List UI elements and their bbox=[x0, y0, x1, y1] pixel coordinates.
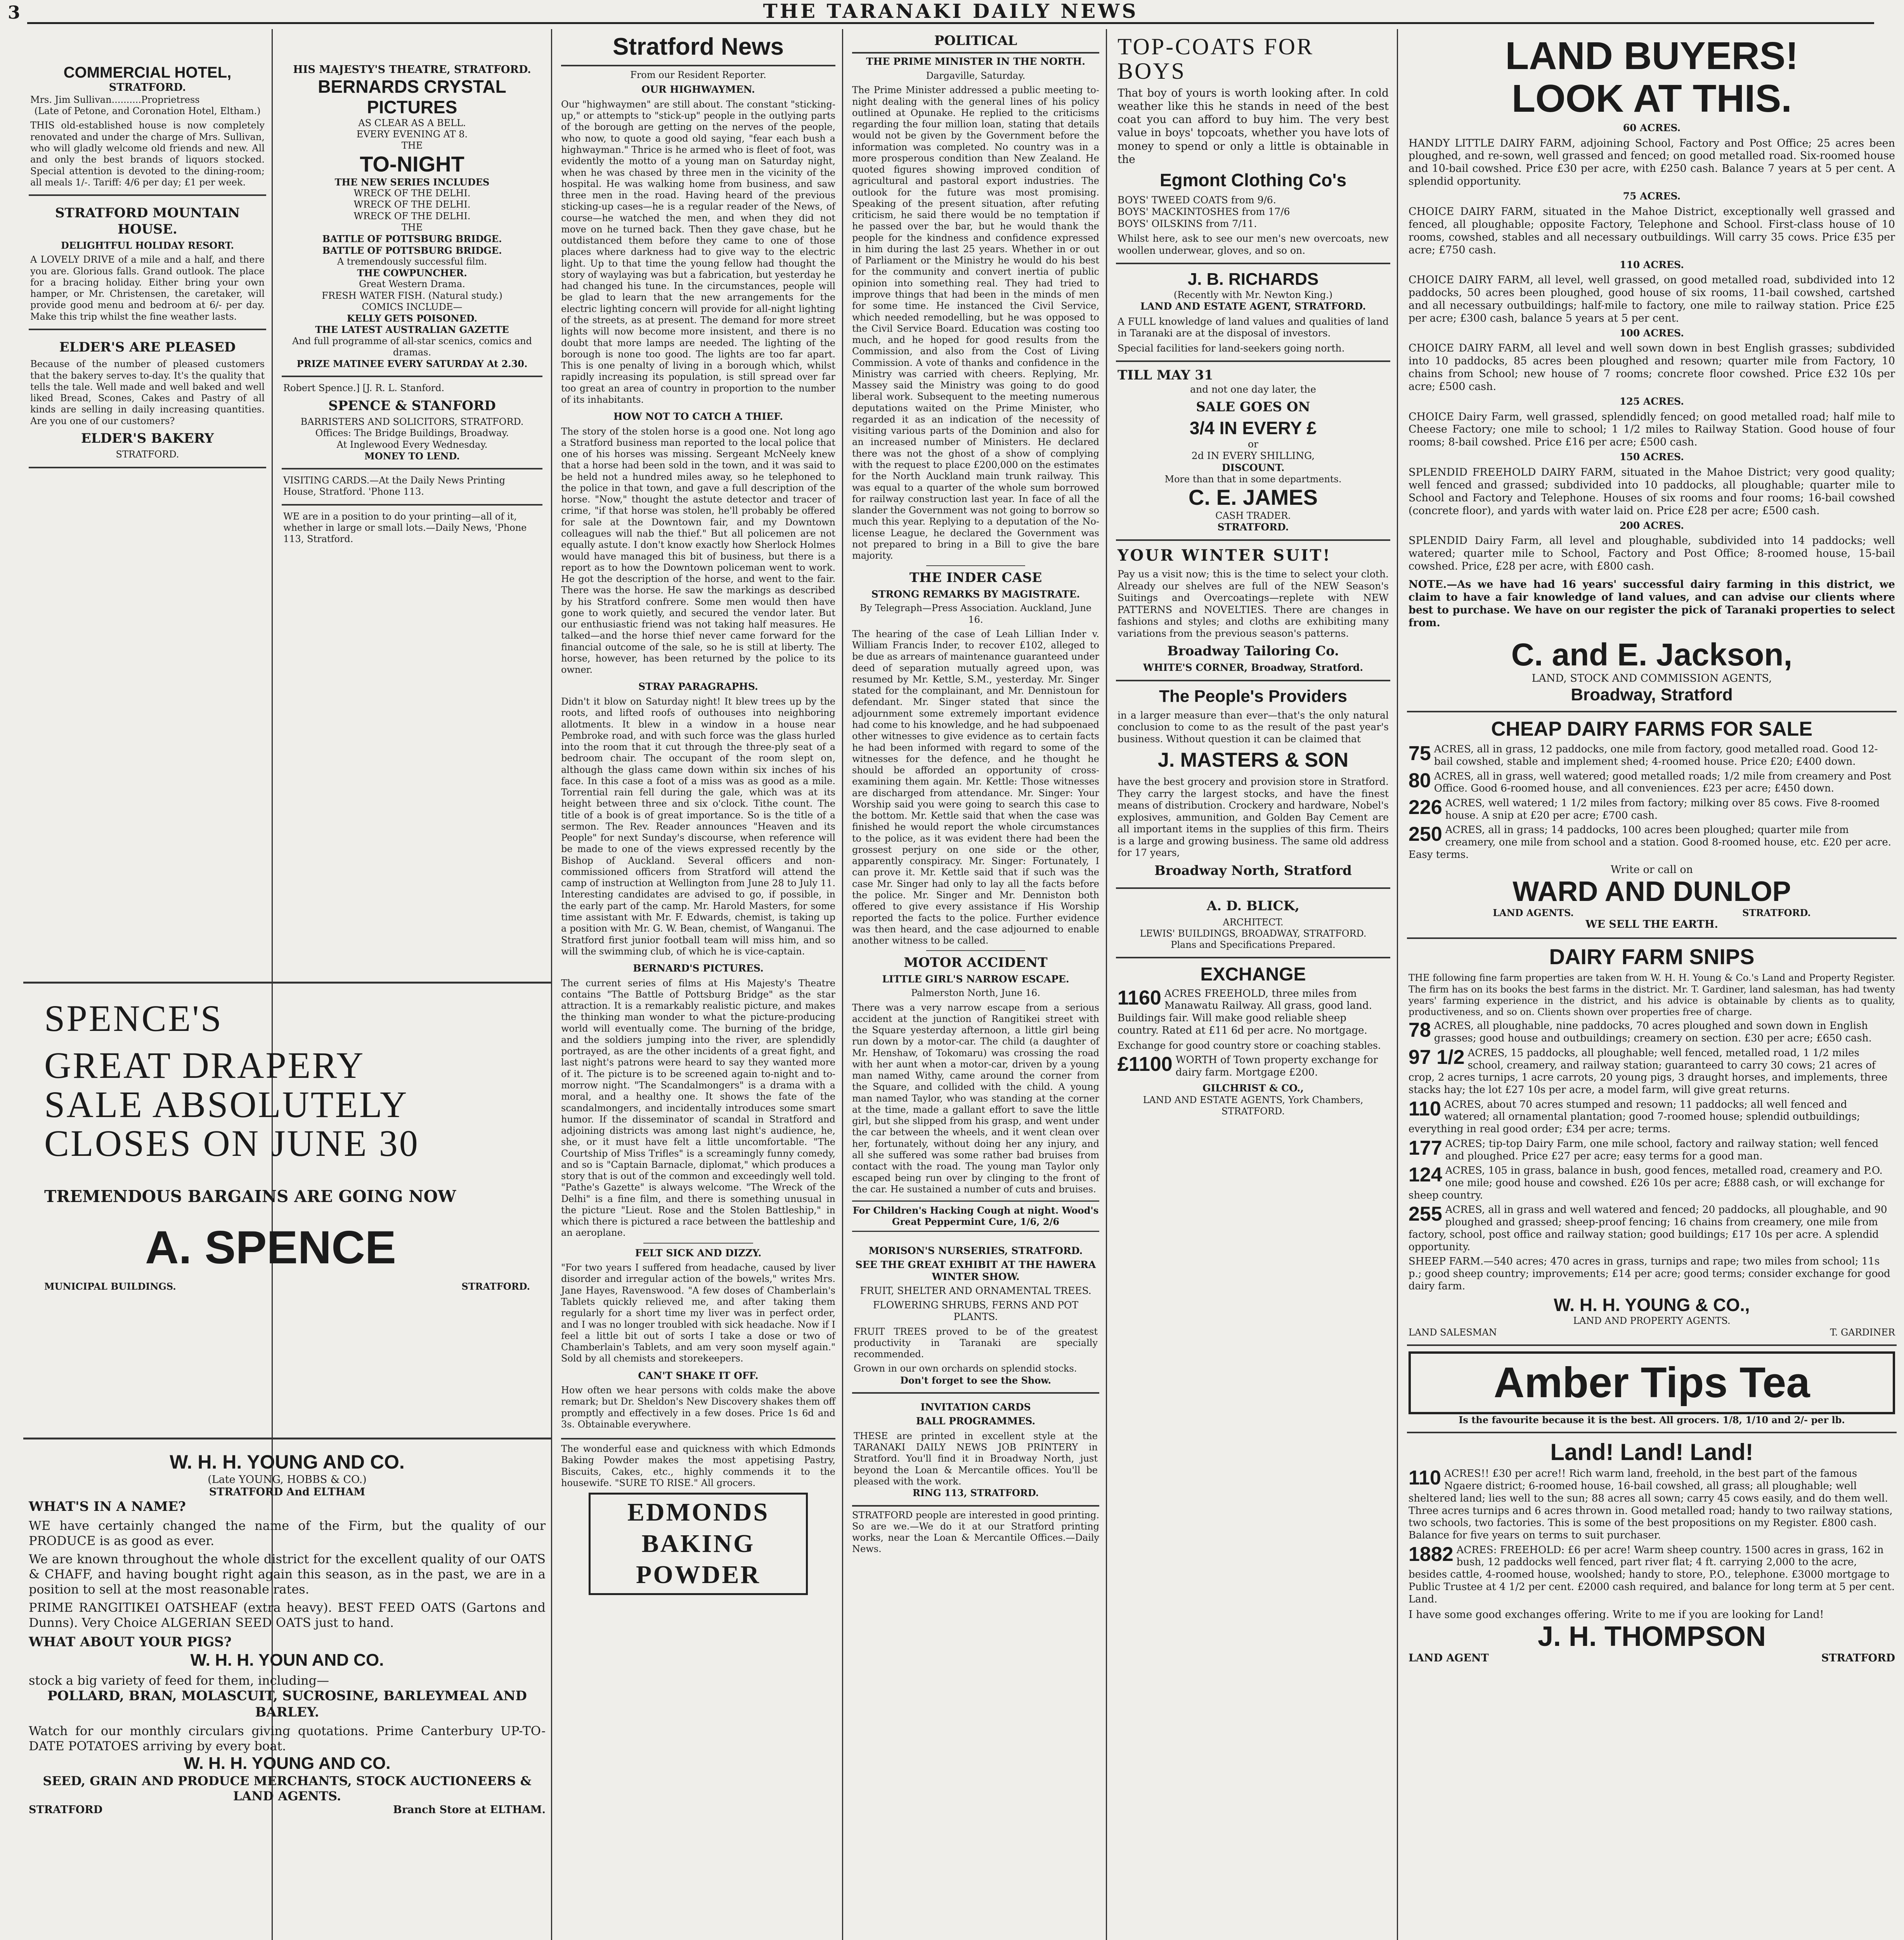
young-title: W. H. H. YOUNG AND CO. bbox=[170, 1451, 405, 1473]
news-from: From our Resident Reporter. bbox=[630, 69, 766, 81]
snips-title: DAIRY FARM SNIPS bbox=[1549, 944, 1755, 969]
richards-sub: (Recently with Mr. Newton King.) bbox=[1173, 289, 1333, 300]
news-heading: CAN'T SHAKE IT OFF. bbox=[638, 1370, 759, 1381]
hotel-late: (Late of Petone, and Coronation Hotel, Eltham.) bbox=[34, 106, 261, 117]
richards-b: A FULL knowledge of land values and qualities of land in Taranaki are at the disposal of investors. bbox=[1117, 315, 1389, 339]
thompson-text: ACRES: FREEHOLD: £6 per acre! Warm sheep country. 1500 acres in grass, 162 in bush, 12 paddocks well fenced, part river flat; 4 ft. carrying 2,000 to the acre, besides cattle, 4-roomed house, woolshed; handy to store, P.O., telephone. £3000 mortgage to Public Trustee at 4 1/2 per cent. £2000 cash required, and balance for long term at 5 per cent. Land. bbox=[1409, 1544, 1895, 1605]
topcoats-price: BOYS' TWEED COATS from 9/6. bbox=[1117, 194, 1276, 206]
snips-acres: 177 bbox=[1409, 1136, 1442, 1159]
inder-body: The hearing of the case of Leah Lillian Inder v. William Francis Inder, to recover £102, alleged to be due as arrears of maintenance guaranteed under deed of separation mutually agreed upon, was resumed by Mr. Kettle, S.M., yesterday. Mr. Singer stated for the complainant, and Mr. Dennistoun for defendant. Mr. Singer stated that since the adjournment some extremely important evidence had come to his knowledge, and he had subpoenaed other witnesses to give evidence as to certain facts he had been informed with regard to some of the witnesses for the defence, and he thought he should be afforded an opportunity of cross-examining them again. Mr. Kettle: Those witnesses are discharged from attendance. Mr. Singer: Your Worship said you were going to search this case to the bottom. Mr. Kettle said that when the case was finished he would report the whole circumstances to the police, as it was evident there had been the grossest perjury on one side or the other, apparently conspiracy. Mr. Singer: Fortunately, I can prove it. Mr. Kettle said that if such was the case Mr. Singer had only to lay all the facts before the police. Mr. Singer and Mr. Denniston both offered to give every assistance if His Worship reported the facts to the police. Further evidence was then heard, and the case adjourned to enable another witness to be called. bbox=[852, 628, 1099, 946]
james-l4: More than that in some departments. bbox=[1164, 474, 1342, 485]
commercial-hotel-ad bbox=[29, 58, 266, 196]
young-foot-left: STRATFORD bbox=[29, 1803, 103, 1816]
snips-text: ACRES; tip-top Dairy Farm, one mile school, factory and railway station; well fenced and ploughed. Price £27 per acre; easy terms for a good man. bbox=[1445, 1138, 1879, 1162]
spence-brand: A. SPENCE bbox=[145, 1221, 396, 1274]
theatre-item: BATTLE OF POTTSBURG BRIDGE. bbox=[322, 244, 502, 256]
winter-title: YOUR WINTER SUIT! bbox=[1117, 546, 1331, 565]
motor-dateline: Palmerston North, June 16. bbox=[911, 987, 1040, 999]
theatre-name: BERNARDS CRYSTAL PICTURES bbox=[318, 76, 506, 117]
topcoats-body: That boy of yours is worth looking after. In cold weather like this he stands in need of the best coat you can afford to buy him. The very best value in boys' topcoats, whether you have lots of money to spend or only a little is obtainable in the bbox=[1117, 87, 1389, 166]
morison-title: MORISON'S NURSERIES, STRATFORD. bbox=[868, 1245, 1083, 1256]
edmonds-logo: EDMONDS BAKING POWDER bbox=[589, 1493, 808, 1595]
exchange-value: £1100 bbox=[1117, 1053, 1173, 1076]
thompson-item bbox=[1409, 1544, 1895, 1606]
law-money: MONEY TO LEND. bbox=[364, 450, 460, 462]
spence-stanford-ad bbox=[282, 377, 542, 469]
dairy-snips-ad bbox=[1407, 939, 1897, 1346]
young-q1: WHAT'S IN A NAME? bbox=[29, 1499, 186, 1515]
land-l2: LOOK AT THIS. bbox=[1511, 77, 1792, 120]
invitation-ring: RING 113, STRATFORD. bbox=[912, 1487, 1039, 1499]
news-body: "For two years I suffered from headache, caused by liver disorder and irregular action of the bowels," writes Mrs. Jane Hayes, Ravenswood. "A few doses of Chamberlain's Tablets quickly relieved me, and after taking them regularly for a short time my liver was in perfect order, and I was no longer troubled with sick headache. Now if I feel a little bit out of sorts I take a dose or two of Chamberlain's Tablets, and am very soon myself again." Sold by all chemists and storekeepers. bbox=[561, 1262, 835, 1364]
thompson-ad bbox=[1407, 1433, 1897, 1671]
political-title: POLITICAL bbox=[852, 33, 1099, 54]
thompson-name: J. H. THOMPSON bbox=[1537, 1621, 1766, 1652]
providers-addr: Broadway North, Stratford bbox=[1154, 863, 1352, 878]
morison-d: FLOWERING SHRUBS, FERNS AND POT PLANTS. bbox=[873, 1299, 1079, 1323]
news-body: The current series of films at His Majesty's Theatre contains "The Battle of Pottsburg Bridge" as the star attraction. It is a remarkably realistic picture, and makes the thinking man wonder to what the picture-producing world will eventually come. The burning of the bridge, and the soldiers jumping into the river, are splendidly portrayed, as are the other incidents of a great fight, and last night's patrons were heard to say they wanted more of it. The picture is to be screened again to-night and to-morrow night. "The Scandalmongers" is a drama with a moral, and a healthy one. It shows the fate of the scandalmongers, and incidentally introduces some smart humor. If the disseminator of scandal in Stratford and adjoining districts was among last night's audience, he, she, or it must have felt a little uncomfortable. "The Courtship of Miss Trifles" is a screamingly funny comedy, and so is "Captain Barnacle, diplomat," which produces a story that is out of the common and exceedingly well told. "Pathe's Gazette" is always welcome. "The Wreck of the Delhi" is a fine film, and there is something unusual in the picture "Lieut. Rose and the Stolen Battleship," in which there is pictured a race between the battleship and an aeroplane. bbox=[561, 977, 835, 1238]
exchange-title: EXCHANGE bbox=[1200, 964, 1306, 985]
news-heading: OUR HIGHWAYMEN. bbox=[641, 84, 755, 95]
topcoats-shop: Egmont Clothing Co's bbox=[1159, 170, 1347, 190]
inder-heading: THE INDER CASE bbox=[909, 570, 1042, 586]
column-rule bbox=[1397, 29, 1398, 1940]
hotel-proprietor: Mrs. Jim Sullivan..........Proprietress bbox=[30, 94, 200, 105]
cheap-firm-left: LAND AGENTS. bbox=[1493, 907, 1574, 918]
james-frac: 3/4 IN EVERY £ bbox=[1189, 417, 1317, 438]
spence-footer bbox=[29, 1273, 546, 1292]
snips-item bbox=[1409, 1256, 1895, 1292]
farm-text: CHOICE DAIRY FARM, all level and well sown down in best English grasses; subdivided into 10 paddocks, 85 acres been ploughed and resown; quarter mile from Factory, 10 chains from School; new house of 7 rooms; concrete floor cowshed. Price £32 10s per acre; £500 cash. bbox=[1409, 342, 1895, 393]
thompson-item bbox=[1409, 1468, 1895, 1542]
snips-acres: 78 bbox=[1409, 1019, 1431, 1042]
farm-text: CHOICE Dairy Farm, well grassed, splendidly fenced; on good metalled road; half mile to Cheese Factory; one mile to school; 1 1/2 miles to Railway Station. Good house of four rooms; 8-bail cowshed. Price £16 per acre; £500 cash. bbox=[1409, 411, 1895, 449]
theatre-item: THE bbox=[401, 222, 423, 233]
farm-heading: 100 ACRES. bbox=[1620, 327, 1684, 339]
law-sub: BARRISTERS AND SOLICITORS, STRATFORD. bbox=[300, 416, 524, 428]
snips-footer bbox=[1409, 1327, 1895, 1338]
snips-firm: W. H. H. YOUNG & CO., bbox=[1554, 1295, 1750, 1315]
cheap-firm-footer bbox=[1409, 907, 1895, 918]
exchange-text: ACRES FREEHOLD, three miles from Manawatu Railway. All grass, good land. Buildings fair. Will make good reliable sheep country. Rated at £11 6d per acre. No mortgage. bbox=[1117, 987, 1372, 1036]
cheap-acres: 226 bbox=[1409, 796, 1442, 819]
cheap-firm-right: STRATFORD. bbox=[1742, 907, 1811, 918]
divider bbox=[643, 1243, 753, 1244]
political-dateline: Dargaville, Saturday. bbox=[926, 70, 1026, 81]
snips-text: SHEEP FARM.—540 acres; 470 acres in grass, turnips and rape; two miles from school; 11s p.; good sheep country; improvements; £14 per acre; good terms; consider exchange for good dairy farm. bbox=[1409, 1256, 1890, 1292]
james-top: TILL MAY 31 bbox=[1117, 367, 1213, 383]
topcoats-title: TOP-COATS FOR BOYS bbox=[1117, 34, 1314, 84]
providers-ad bbox=[1116, 681, 1390, 889]
column-1-top bbox=[23, 58, 272, 974]
young-p5: POLLARD, BRAN, MOLASCUIT, SUCROSINE, BARLEYMEAL AND BARLEY. bbox=[47, 1688, 527, 1720]
thompson-agent-right: STRATFORD bbox=[1821, 1652, 1895, 1665]
blick-ad bbox=[1116, 889, 1390, 958]
motor-body: There was a very narrow escape from a serious accident at the junction of Rangitikei street with the Square yesterday afternoon, a little girl being run down by a motor-car. The child (a daughter of Mr. Henshaw, of Tokomaru) was crossing the road with her aunt when a motor-car, driven by a young man named Withy, came around the corner from the Square, and collided with the child. A young man named Taylor, who was standing at the corner at the time, made a gallant effort to save the little girl, but she slipped from his grasp, and went under the car between the wheels, and it went clean over her, fortunately, without doing her any injury, and all she suffered was some rather bad bruises from contact with the road. The young man Taylor only escaped being run over by clinging to the front of the car. He sustained a number of cuts and bruises. bbox=[852, 1002, 1099, 1195]
winter-addr: WHITE'S CORNER, Broadway, Stratford. bbox=[1143, 662, 1363, 673]
snips-acres: 110 bbox=[1409, 1097, 1441, 1120]
morison-c: FRUIT, SHELTER AND ORNAMENTAL TREES. bbox=[860, 1285, 1091, 1297]
inder-sub: STRONG REMARKS BY MAGISTRATE. bbox=[871, 588, 1080, 600]
exchange-item bbox=[1117, 988, 1389, 1037]
motor-heading: MOTOR ACCIDENT bbox=[904, 955, 1048, 971]
mountain-sub: DELIGHTFUL HOLIDAY RESORT. bbox=[61, 240, 234, 251]
providers-name: J. MASTERS & SON bbox=[1157, 749, 1349, 772]
young-p3: PRIME RANGITIKEI OATSHEAF (extra heavy). BEST FEED OATS (Gartons and Dunns). Very Choice ALGERIAN SEED OATS just to hand. bbox=[29, 1600, 546, 1630]
winter-body: Pay us a visit now; this is the time to select your cloth. Already our shelves are full of the NEW Season's Suitings and Overcoatings—replete with NEW PATTERNS and NOVELTIES. There are changes in fashions and styles; and cloths are exhibiting many variations from the previous season's patterns. bbox=[1117, 568, 1389, 639]
topcoats-price: BOYS' MACKINTOSHES from 17/6 bbox=[1117, 206, 1290, 218]
theatre-series: THE NEW SERIES INCLUDES bbox=[334, 176, 490, 188]
spence-sale-ad bbox=[23, 982, 551, 1439]
providers-body: in a larger measure than ever—that's the only natural conclusion to come to as the result of the past year's business. Without question it can be claimed that bbox=[1117, 709, 1389, 745]
elder-body: Because of the number of pleased customers that the bakery serves to-day. It's the quality that tells the tale. Well made and well baked and well liked Bread, Scones, Cakes and Pastry of all kinds are selling in daily increasing quantities. Are you one of our customers? bbox=[30, 359, 265, 426]
snips-text: ACRES, about 70 acres stumped and resown; 11 paddocks; all well fenced and watered; all ornamental plantation; good 7-roomed house; splendid outbuildings; everything in real good order; £34 per acre; terms. bbox=[1409, 1098, 1860, 1135]
young-name3: W. H. H. YOUNG AND CO. bbox=[184, 1754, 391, 1773]
hotel-body: THIS old-established house is now completely renovated and under the charge of Mrs. Sullivan, who will gladly welcome old friends and new. All and only the best brands of liquors stocked. Special attention is devoted to the dining-room; all meals 1/-. Tariff: 4/6 per day; £1 per week. bbox=[30, 120, 265, 188]
column-2-top bbox=[276, 58, 548, 974]
amber-sub: Is the favourite because it is the best. All grocers. 1/8, 1/10 and 2/- per lb. bbox=[1459, 1414, 1845, 1426]
james-l3: 2d IN EVERY SHILLING, bbox=[1191, 450, 1315, 462]
law-title: SPENCE & STANFORD bbox=[328, 398, 496, 414]
exchange-firm: GILCHRIST & CO., bbox=[1202, 1083, 1304, 1094]
young-p1: WE have certainly changed the name of the Firm, but the quality of our PRODUCE is as good as ever. bbox=[29, 1518, 546, 1548]
farm-heading: 75 ACRES. bbox=[1623, 191, 1681, 202]
snips-acres: 124 bbox=[1409, 1164, 1442, 1187]
news-heading: STRAY PARAGRAPHS. bbox=[638, 681, 758, 693]
richards-h: LAND AND ESTATE AGENT, STRATFORD. bbox=[1140, 301, 1366, 312]
snips-item bbox=[1409, 1099, 1895, 1136]
news-body: Our "highwaymen" are still about. The constant "sticking-up," or attempts to "stick-up" people in the outlying parts of the borough are getting on the nerves of the people, who now, to quote a good old saying, "fear each bush a highwayman." Thrice is he armed who is fleet of foot, was evidently the motto of a young man on Saturday night, when he was chased by three men in the vicinity of the hospital. He was walking home from business, and saw three men in the road. Having heard of the previous sticking-up cases—he is a regular reader of the News, of course—he watched the men, and when they did not move on he turned back. Then they gave chase, but he outdistanced them before they came to one of those places where darkness had to give way to the electric light. Up to that time the young fellow had thought the story of waylaying was but a fabrication, but yesterday he had changed his tune. In the circumstances, people will be glad to learn that the new arrangements for the electric lighting concern will provide for all-night lighting of the streets, as at present. The demand for more street lights will now become more insistent, and there is no doubt that more lamps are needed. The lighting of the borough is none too good. The lights are too far apart. This is one penalty of living in a borough which, whilst rapidly increasing its population, is still spread over far too great an area of country in proportion to the number of its inhabitants. bbox=[561, 99, 835, 405]
cheap-item bbox=[1409, 824, 1895, 861]
snips-item bbox=[1409, 1204, 1895, 1253]
theatre-sub: AS CLEAR AS A BELL. bbox=[358, 117, 466, 128]
richards-title: J. B. RICHARDS bbox=[1187, 270, 1319, 289]
james-cash: CASH TRADER. bbox=[1215, 510, 1291, 521]
james-l2: and not one day later, the bbox=[1190, 383, 1316, 395]
thompson-footer bbox=[1409, 1652, 1895, 1665]
farm-text: CHOICE DAIRY FARM, all level, well grassed, on good metalled road, subdivided into 12 paddocks, 50 acres been ploughed, good house of six rooms, 11-bail cowshed, cartshed and all necessary outbuildings; half-mile to factory, one mile to railway station. Price £25 per acre; £300 cash, balance 5 years at 5 per cent. bbox=[1409, 274, 1895, 324]
theatre-item: KELLY GETS POISONED. bbox=[346, 313, 478, 324]
elder-place: STRATFORD. bbox=[116, 449, 179, 460]
law-offices: Offices: The Bridge Buildings, Broadway. bbox=[315, 428, 509, 439]
cheap-title: CHEAP DAIRY FARMS FOR SALE bbox=[1491, 718, 1813, 741]
printing-body: WE are in a position to do your printing—all of it, whether in large or small lots.—Daily News, 'Phone 113, Stratford. bbox=[283, 511, 527, 545]
spence-line-3: CLOSES ON JUNE 30 bbox=[44, 1122, 419, 1164]
young-places: STRATFORD And ELTHAM bbox=[209, 1486, 366, 1498]
motor-sub: LITTLE GIRL'S NARROW ESCAPE. bbox=[882, 973, 1069, 985]
news-heading: BERNARD'S PICTURES. bbox=[633, 963, 764, 974]
printing-ad bbox=[282, 506, 542, 551]
invitation-body: THESE are printed in excellent style at the TARANAKI DAILY NEWS JOB PRINTERY in Stratford. You'll find it in Broadway North, just beyond the Loan & Mercantile offices. You'll be pleased with the work. bbox=[854, 1430, 1098, 1487]
young-name2: W. H. H. YOUN AND CO. bbox=[190, 1650, 384, 1670]
richards-ad bbox=[1116, 264, 1390, 362]
page-number: 3 bbox=[8, 2, 21, 23]
james-sale: SALE GOES ON bbox=[1196, 399, 1310, 415]
land-l1: LAND BUYERS! bbox=[1505, 34, 1798, 78]
exchange-t2: Exchange for good country store or coaching stables. bbox=[1117, 1040, 1381, 1051]
news-title: Stratford News bbox=[561, 29, 835, 66]
cheap-acres: 75 bbox=[1409, 742, 1431, 765]
political-body: The Prime Minister addressed a public meeting to-night dealing with the general lines of his policy outlined at Opunake. He replied to the criticisms regarding the four million loan, stating that details would not be given by the Government before the information was completed. No country was in a more prosperous condition than New Zealand. He quoted figures showing improved condition of agricultural and pastoral export industries. The outlook for the future was most promising. Speaking of the present situation, after refuting criticism, he said there would be no temptation if he passed over the bar, but he would thank the people for the kindness and confidence expressed in him during the last 25 years. Whether in or out of Parliament or the Ministry he would do his best for the community and convert inertia of public opinion into something real. They had tried to improve things that had been in the minds of men for some time. He instanced the Civil Service, which needed remodelling, but he was opposed to the Civil Service Board. Education was costing too much, and he hoped for good results from the Commission, and also from the Cost of Living Commission. A vote of thanks and confidence in the Ministry was carried with cheers. Replying, Mr. Massey said the Ministry was going to do good liberal work. Subsequent to the meeting numerous deputations waited on the Prime Minister, who regarded it as an indication of the necessity of visiting various parts of the Dominion and also for an increased number of Ministers. He declared there was not the ghost of a show of complying with the request to place £200,000 on the estimates for the North Auckland main trunk railway. This was equal to a quarter of the whole sum borrowed for railway construction last year. In face of all the slander the Government was not going to borrow so much this year. Replying to a deputation of the No-license League, he declared the Government was not prepared to bring in a Bill to give the bare majority. bbox=[852, 85, 1099, 561]
cheap-firm: WARD AND DUNLOP bbox=[1512, 876, 1791, 907]
morison-f: Grown in our own orchards on splendid stocks. bbox=[854, 1363, 1077, 1374]
james-disc: DISCOUNT. bbox=[1221, 462, 1285, 473]
richards-c: Special facilities for land-seekers going north. bbox=[1117, 342, 1345, 354]
exchange-acres: 1160 bbox=[1117, 986, 1161, 1009]
young-late: (Late YOUNG, HOBBS & CO.) bbox=[208, 1473, 367, 1486]
thompson-text: ACRES!! £30 per acre!! Rich warm land, freehold, in the best part of the famous Ngaere district; 6-roomed house, 16-bail cowshed, all grass; all ploughable; well sheltered land; lies well to the sun; 88 acres all sown; carry 45 cows easily, and do them well. Three acres turnips and 6 acres thrown in. Good metalled road; handy to two railway stations, two schools, two factories. This is some of the best propositions on my Register. £800 cash. Balance for five years on terms to suit purchaser. bbox=[1409, 1468, 1893, 1541]
spence-right: STRATFORD. bbox=[461, 1281, 530, 1292]
farm-text: HANDY LITTLE DAIRY FARM, adjoining School, Factory and Post Office; 25 acres been ploughed, and re-sown, well grassed and fenced; on good metalled road. Six-roomed house and 10-bail cowshed. Price £30 per acre, with £250 cash. Balance 7 years at 5 per cent. A splendid opportunity. bbox=[1409, 137, 1895, 188]
snips-text: ACRES, 105 in grass, balance in bush, good fences, metalled road, creamery and P.O. one mile; good house and cowshed. £26 10s per acre; £888 cash, or will exchange for sheep country. bbox=[1409, 1165, 1885, 1201]
james-ad bbox=[1116, 362, 1390, 541]
cheap-acres: 250 bbox=[1409, 823, 1442, 846]
masthead bbox=[27, 0, 1874, 24]
invitation-sub: BALL PROGRAMMES. bbox=[916, 1415, 1036, 1427]
cheap-text: ACRES, well watered; 1 1/2 miles from factory; milking over 85 cows. Five 8-roomed house. A snip at £20 per acre; £700 cash. bbox=[1445, 797, 1880, 821]
news-heading: FELT SICK AND DIZZY. bbox=[635, 1247, 762, 1259]
edmonds-intro: The wonderful ease and quickness with which Edmonds Baking Powder makes the most appetising Pastry, Biscuits, Cakes, etc., highly commends it to the housewife. "SURE TO RISE." All grocers. bbox=[561, 1438, 835, 1489]
morison-ad bbox=[852, 1237, 1099, 1394]
cheap-item bbox=[1409, 797, 1895, 822]
exchange-item bbox=[1117, 1054, 1389, 1079]
political-heading: THE PRIME MINISTER IN THE NORTH. bbox=[866, 56, 1085, 68]
theatre-item: A tremendously successful film. bbox=[337, 256, 487, 267]
topcoats-ad bbox=[1116, 29, 1390, 264]
cheap-item bbox=[1409, 771, 1895, 795]
farm-note: NOTE.—As we have had 16 years' successful dairy farming in this district, we claim to have a fair knowledge of land values, and can advise our clients where best to purchase. We have on our register the pick of Taranaki properties to select from. bbox=[1409, 578, 1895, 629]
amber-title: Amber Tips Tea bbox=[1409, 1351, 1895, 1414]
amber-tips-ad bbox=[1407, 1346, 1897, 1433]
farm-heading: 200 ACRES. bbox=[1620, 520, 1684, 531]
theatre-item: COMICS INCLUDE— bbox=[362, 301, 463, 312]
thompson-acres: 1882 bbox=[1409, 1543, 1454, 1566]
visiting-cards-ad bbox=[282, 469, 542, 506]
jackson-sub: LAND, STOCK AND COMMISSION AGENTS, bbox=[1532, 672, 1772, 684]
exchange-firm2: LAND AND ESTATE AGENTS, York Chambers, STRATFORD. bbox=[1143, 1094, 1363, 1117]
cheap-write: Write or call on bbox=[1611, 863, 1693, 876]
blick-addr: LEWIS' BUILDINGS, BROADWAY, STRATFORD. bbox=[1140, 928, 1367, 939]
blick-title: A. D. BLICK, bbox=[1207, 898, 1299, 914]
providers-c: have the best grocery and provision store in Stratford. They carry the largest stocks, and have the finest means of distribution. Crockery and hardware, Nobel's explosives, ammunition, and Golden Bay Cement are all important items in the supplies of this firm. Theirs is a large and growing business. The same old address for 17 years, bbox=[1117, 776, 1389, 859]
morison-g: Don't forget to see the Show. bbox=[900, 1374, 1051, 1386]
snips-sales-left: LAND SALESMAN bbox=[1409, 1327, 1497, 1338]
cheap-text: ACRES, all in grass, well watered; good metalled roads; 1/2 mile from creamery and Post Office. Good 6-roomed house, and all conveniences. £23 per acre; £450 down. bbox=[1434, 770, 1891, 795]
theatre-every: EVERY EVENING AT 8. bbox=[356, 128, 468, 140]
thompson-agent-left: LAND AGENT bbox=[1409, 1652, 1489, 1665]
morison-b: SEE THE GREAT EXHIBIT AT THE HAWERA WINTER SHOW. bbox=[855, 1259, 1096, 1282]
divider bbox=[926, 565, 1025, 566]
news-heading: HOW NOT TO CATCH A THIEF. bbox=[613, 411, 783, 423]
young-q2: WHAT ABOUT YOUR PIGS? bbox=[29, 1634, 232, 1650]
snips-item bbox=[1409, 1047, 1895, 1096]
theatre-item: WRECK OF THE DELHI. bbox=[353, 199, 471, 210]
snips-acres: 97 1/2 bbox=[1409, 1046, 1465, 1069]
cheap-text: ACRES, all in grass, 12 paddocks, one mile from factory, good metalled road. Good 12-bail cowshed, stable and implement shed; 4-roomed house. Price £20; £400 down. bbox=[1434, 743, 1878, 767]
theatre-ad bbox=[282, 58, 542, 377]
law-inglewood: At Inglewood Every Wednesday. bbox=[336, 439, 488, 450]
theatre-item: PRIZE MATINEE EVERY SATURDAY At 2.30. bbox=[296, 358, 528, 370]
snips-item bbox=[1409, 1165, 1895, 1202]
column-rule bbox=[551, 29, 552, 1940]
theatre-the: THE bbox=[401, 140, 423, 151]
snips-item bbox=[1409, 1138, 1895, 1162]
snips-text: ACRES, all in grass and well watered and fenced; 20 paddocks, all ploughable, and 90 ploughed and grassed; sheep-proof fencing; 16 chains from creamery, one mile from factory, school, post office and railway station; good buildings; £17 10s per acre. A splendid opportunity. bbox=[1409, 1204, 1887, 1253]
exchange-text: WORTH of Town property exchange for dairy farm. Mortgage £200. bbox=[1175, 1054, 1378, 1078]
divider bbox=[926, 950, 1025, 951]
farm-heading: 60 ACRES. bbox=[1623, 122, 1681, 133]
spence-line-1: GREAT DRAPERY bbox=[44, 1044, 365, 1086]
farm-heading: 150 ACRES. bbox=[1620, 451, 1684, 463]
inder-tele: By Telegraph—Press Association. Auckland, June 16. bbox=[860, 603, 1091, 625]
spence-line-4: TREMENDOUS BARGAINS ARE GOING NOW bbox=[44, 1187, 456, 1206]
wood-ad: For Children's Hacking Cough at night. Wood's Great Peppermint Cure, 1/6, 2/6 bbox=[852, 1200, 1099, 1232]
young-p6: Watch for our monthly circulars giving quotations. Prime Canterbury UP-TO-DATE POTATOES arriving by every boat. bbox=[29, 1723, 546, 1754]
mountain-house-ad bbox=[29, 196, 266, 330]
mountain-title: STRATFORD MOUNTAIN HOUSE. bbox=[55, 205, 240, 237]
elder-footer: ELDER'S BAKERY bbox=[81, 430, 214, 446]
invitation-ad bbox=[852, 1394, 1099, 1507]
thompson-acres: 110 bbox=[1409, 1467, 1441, 1490]
elders-bakery-ad bbox=[29, 330, 266, 468]
land-buyers-ad bbox=[1407, 29, 1897, 712]
providers-title: The People's Providers bbox=[1159, 687, 1347, 706]
snips-firm2: LAND AND PROPERTY AGENTS. bbox=[1573, 1315, 1731, 1327]
spence-name: SPENCE'S bbox=[44, 998, 223, 1039]
farm-text: CHOICE DAIRY FARM, situated in the Mahoe District, exceptionally well grassed and fenced, all ploughable; opposite Factory, Telephone and School. First-class house of 10 rooms, cowshed, stables and all necessary outbuildings. Will carry 35 cows. Price £35 per acre; £750 cash. bbox=[1409, 205, 1895, 256]
winter-suit-ad bbox=[1116, 541, 1390, 681]
elder-title: ELDER'S ARE PLEASED bbox=[59, 339, 236, 355]
column-6 bbox=[1402, 29, 1902, 1940]
snips-acres: 255 bbox=[1409, 1203, 1442, 1226]
james-name: C. E. JAMES bbox=[1188, 485, 1318, 510]
masthead-title: THE TARANAKI DAILY NEWS bbox=[763, 0, 1138, 23]
theatre-title: HIS MAJESTY'S THEATRE, STRATFORD. bbox=[293, 64, 531, 76]
cheap-item bbox=[1409, 743, 1895, 768]
snips-text: ACRES, 15 paddocks, all ploughable; well fenced, metalled road, 1 1/2 miles school, creamery, and railway station; guaranteed to carry 30 cows; 21 acres of crop, 2 acres turnips, 1 acre carrots, 20 young pigs, 3 draught horses, and implements, three stacks hay; the lot £27 10s per acre, a model farm, will give great returns. bbox=[1409, 1047, 1888, 1096]
thompson-title: Land! Land! Land! bbox=[1550, 1439, 1753, 1465]
young-p4: stock a big variety of feed for them, including— bbox=[29, 1673, 329, 1688]
column-rule bbox=[842, 29, 843, 1940]
hotel-title: COMMERCIAL HOTEL, bbox=[63, 64, 232, 81]
stratford-people-ad: STRATFORD people are interested in good printing. So are we.—We do it at our Stratford printing works, near the Loan & Mercantile Offices.—Daily News. bbox=[852, 1509, 1099, 1555]
visiting-body: VISITING CARDS.—At the Daily News Printing House, Stratford. 'Phone 113. bbox=[283, 475, 506, 497]
snips-sales-right: T. GARDINER bbox=[1830, 1327, 1895, 1338]
law-names: Robert Spence.] [J. R. L. Stanford. bbox=[283, 383, 445, 394]
theatre-item: And full programme of all-star scenics, comics and dramas. bbox=[292, 335, 532, 358]
exchange-ad bbox=[1116, 958, 1390, 1123]
winter-name: Broadway Tailoring Co. bbox=[1167, 643, 1339, 659]
cheap-farms-ad bbox=[1407, 712, 1897, 939]
morison-e: FRUIT TREES proved to be of the greatest productivity in Taranaki are specially recommended. bbox=[854, 1326, 1098, 1360]
topcoats-price: BOYS' OILSKINS from 7/11. bbox=[1117, 218, 1257, 229]
news-body: How often we hear persons with colds make the above remark; but Dr. Sheldon's New Discovery shakes them off promptly and effectively in a few doses. Price 1s 6d and 3s. Obtainable everywhere. bbox=[561, 1385, 835, 1430]
young-co-ad bbox=[23, 1447, 551, 1940]
hotel-place: STRATFORD. bbox=[109, 81, 186, 94]
farm-text: SPLENDID Dairy Farm, all level and ploughable, subdivided into 14 paddocks; well watered; quarter mile to School, Factory and Post Office; 8-roomed house, 15-bail cowshed. Price, £28 per acre, with £800 cash. bbox=[1409, 535, 1895, 572]
farm-text: SPLENDID FREEHOLD DAIRY FARM, situated in the Mahoe District; very good quality; well fenced and grassed; subdivided into 10 paddocks, all ploughable; quarter mile to School and Factory and Telephone. Houses of six rooms and four rooms; 16-bail cowshed (concrete floor), and yards with water laid on. Price £28 per acre; £500 cash. bbox=[1409, 466, 1895, 517]
snips-item bbox=[1409, 1020, 1895, 1044]
blick-sub: ARCHITECT. bbox=[1223, 916, 1284, 928]
farm-heading: 125 ACRES. bbox=[1620, 396, 1684, 407]
cheap-earth: WE SELL THE EARTH. bbox=[1585, 918, 1718, 930]
snips-intro: THE following fine farm properties are taken from W. H. H. Young & Co.'s Land and Property Register. The firm has on its books the best farms in the district. Mr. T. Gardiner, land salesman, has had twenty years' farming experience in the district, and his advice is obtainable by clients as to quality, productiveness, and so on. Clients shown over properties free of charge. bbox=[1409, 972, 1895, 1018]
young-footer bbox=[29, 1804, 546, 1817]
mountain-body: A LOVELY DRIVE of a mile and a half, and there you are. Glorious falls. Grand outlook. The place for a bracing holiday. Either bring your own hamper, or Mr. Christensen, the caretaker, will provide good menu and bedroom at 6/- per day. Make this trip whilst the fine weather lasts. bbox=[30, 254, 265, 322]
spence-left: MUNICIPAL BUILDINGS. bbox=[44, 1281, 176, 1292]
spence-line-2: SALE ABSOLUTELY bbox=[44, 1083, 409, 1125]
young-p7: SEED, GRAIN AND PRODUCE MERCHANTS, STOCK AUCTIONEERS & LAND AGENTS. bbox=[43, 1773, 532, 1803]
theatre-item: WRECK OF THE DELHI. bbox=[353, 188, 471, 199]
james-place: STRATFORD. bbox=[1217, 521, 1289, 533]
blick-plans: Plans and Specifications Prepared. bbox=[1171, 939, 1336, 951]
stratford-news-column bbox=[556, 29, 841, 1940]
invitation-title: INVITATION CARDS bbox=[920, 1401, 1031, 1413]
snips-text: ACRES, all ploughable, nine paddocks, 70 acres ploughed and sown down in English grasses; good house and outbuildings; creamery on section. £30 per acre; £650 cash. bbox=[1434, 1020, 1872, 1044]
column-rule bbox=[1106, 29, 1107, 1940]
young-foot-right: Branch Store at ELTHAM. bbox=[393, 1803, 546, 1816]
theatre-item: THE COWPUNCHER. bbox=[357, 267, 467, 279]
column-5 bbox=[1111, 29, 1396, 1940]
farm-heading: 110 ACRES. bbox=[1620, 259, 1684, 270]
thompson-foot: I have some good exchanges offering. Write to me if you are looking for Land! bbox=[1409, 1609, 1824, 1621]
cheap-acres: 80 bbox=[1409, 769, 1431, 792]
james-or: or bbox=[1247, 438, 1258, 450]
jackson-addr: Broadway, Stratford bbox=[1571, 685, 1733, 704]
young-p2: We are known throughout the whole district for the excellent quality of our OATS & CHAFF, and having bought right again this season, as in the past, we are in a position to sell at the most reasonable rates. bbox=[29, 1551, 546, 1597]
theatre-tonight: TO-NIGHT bbox=[360, 151, 464, 176]
theatre-item: THE LATEST AUSTRALIAN GAZETTE bbox=[315, 324, 509, 336]
theatre-item: Great Western Drama. bbox=[359, 279, 465, 290]
jackson-name: C. and E. Jackson, bbox=[1511, 637, 1793, 672]
news-body: Didn't it blow on Saturday night! It blew trees up by the roots, and lifted roofs of outhouses into neighboring allotments. It blew in a window in a house near Pembroke road, and with such force was the glass hurled into the room that it cut through the three-ply seat of a bedroom chair. The occupant of the room slept on, although the glass came down within six inches of his face. In this case a foot of a miss was as good as a mile. Torrential rain fell during the gale, which was at its height between three and six o'clock. Tithe count. The title of a book is of great importance. So is the title of a sermon. The Rev. Reader announces "Heaven and its People" for next Sunday's discourse, when reference will be made to one of the views expressed recently by the Bishop of Auckland. Several officers and non-commissioned officers from Stratford will attend the camp of instruction at Wellington from June 28 to July 11. Interesting candidates are advised to go, if possible, in the early part of the camp. Mr. Harold Masters, for some time assistant with Mr. F. Edwards, chemist, is taking up a position with Mr. G. W. Bean, chemist, of Wanganui. The Stratford first junior football team will miss him, and so will the swimming club, of which he is vice-captain. bbox=[561, 696, 835, 957]
political-column bbox=[847, 29, 1105, 1940]
news-body: The story of the stolen horse is a good one. Not long ago a Stratford business man reported to the local police that one of his horses was missing. Sergeant McNeely knew that a horse had been sold in the town, and it was said to be held not a hundred miles away, so he telephoned to the police in that town, and gave a full description of the horse. "Now," thought the astute detector and tracer of crime, "if that horse was stolen, he'll probably be offered for sale at the Downtown fair, and my Downtown colleagues will nab the thief." But all policemen are not equally astute. I don't know exactly how Sherlock Holmes would have managed this bit of business, but there is a report as to how the Downtown policeman went to work. He got the description of the horse, and went to the fair. There was the horse. He saw the markings as described by his Stratford confrere. Some men would then have gone to work quietly, and secured the vendor later. But our enthusiastic friend was not taking half measures. He talked—and the horse thief never came forward for the financial outcome of the sale, so he is still at liberty. The horse, however, has been returned by the police to its owner. bbox=[561, 426, 835, 676]
cheap-text: ACRES, all in grass; 14 paddocks, 100 acres been ploughed; quarter mile from creamery, one mile from school and a station. Good 8-roomed house, etc. £20 per acre. Easy terms. bbox=[1409, 824, 1892, 861]
theatre-item: WRECK OF THE DELHI. bbox=[353, 210, 471, 222]
theatre-item: BATTLE OF POTTSBURG BRIDGE. bbox=[322, 233, 502, 245]
topcoats-foot: Whilst here, ask to see our men's new overcoats, new woollen underwear, gloves, and so on. bbox=[1117, 233, 1389, 256]
theatre-item: FRESH WATER FISH. (Natural study.) bbox=[322, 290, 502, 301]
